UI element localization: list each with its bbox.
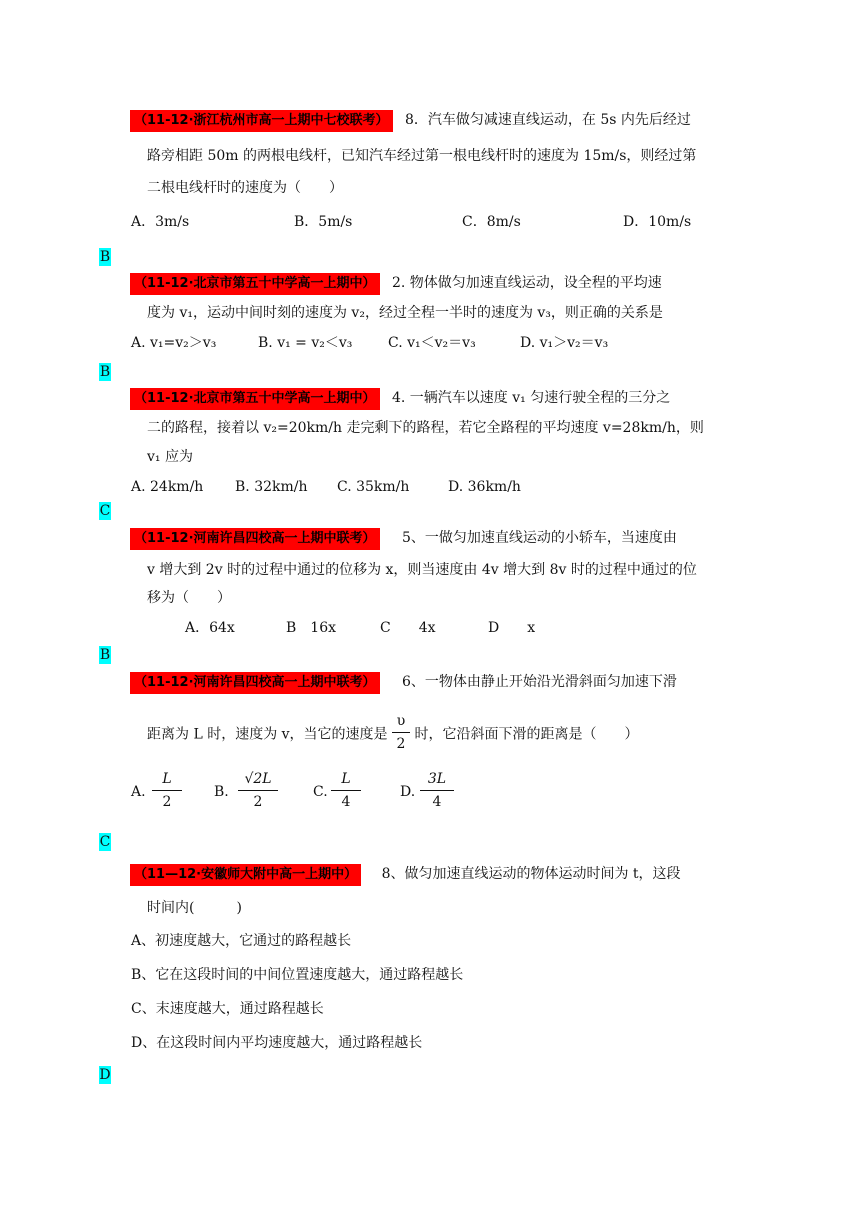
question-4-option-a: A．64x	[185, 620, 235, 636]
question-1-option-d: D．10m/s	[623, 214, 692, 230]
question-5-option-d-fraction: 3L 4	[420, 770, 454, 811]
question-1-option-c: C．8m/s	[462, 214, 521, 230]
question-2-header	[130, 273, 662, 295]
question-3-line-2: 二的路程，接着以 v₂=20km/h 走完剩下的路程，若它全路程的平均速度 v=28km/h，则	[147, 420, 704, 436]
question-5-answer: C	[99, 834, 111, 850]
question-5-option-a-label: A.	[131, 784, 146, 800]
question-3-option-d: D. 36km/h	[448, 479, 521, 495]
question-4-line-3: 移为（ ）	[147, 590, 231, 606]
question-5-option-d-label: D.	[400, 784, 416, 800]
question-6-source-tag: （11—12·安徽师大附中高一上期中）	[130, 864, 361, 886]
question-5-option-c-fraction: L 4	[331, 770, 361, 811]
question-6-option-d: D、在这段时间内平均速度越大，通过路程越长	[131, 1035, 423, 1051]
question-3-option-b: B. 32km/h	[235, 479, 308, 495]
question-4-source-tag: （11-12·河南许昌四校高一上期中联考）	[130, 528, 380, 550]
question-2-line-2: 度为 v₁，运动中间时刻的速度为 v₂，经过全程一半时的速度为 v₃，则正确的关系是	[147, 305, 663, 321]
question-1-option-b: B．5m/s	[294, 214, 353, 230]
question-6-option-c: C、末速度越大，通过路程越长	[131, 1001, 324, 1017]
question-4-line-2: v 增大到 2v 时的过程中通过的位移为 x，则当速度由 4v 增大到 8v 时的过程中通过的位	[147, 562, 697, 578]
question-2-option-a: A. v₁=v₂＞v₃	[131, 335, 217, 351]
question-6-line-1: 8、做匀加速直线运动的物体运动时间为 t，这段	[381, 866, 681, 882]
question-5-line-2-text: 距离为 L 时，速度为 v，当它的速度是	[147, 726, 388, 743]
question-5-fraction-v-over-2: $\frac{\upsilon}{2}$	[392, 712, 410, 753]
question-6-line-2: 时间内( )	[147, 900, 242, 916]
question-4-answer: B	[99, 647, 111, 663]
question-4-line-1: 5、一做匀加速直线运动的小轿车，当速度由	[401, 530, 677, 546]
question-2-option-d: D. v₁＞v₂＝v₃	[520, 335, 609, 351]
question-2-line-1: 2. 物体做匀加速直线运动，设全程的平均速	[391, 275, 662, 291]
question-5-option-c-label: C.	[313, 784, 328, 800]
question-3-option-c: C. 35km/h	[337, 479, 410, 495]
question-4-option-d: D x	[488, 620, 536, 636]
question-1-header	[130, 110, 691, 132]
question-4-option-c: C 4x	[380, 620, 436, 636]
question-2-answer: B	[99, 364, 111, 380]
question-6-option-a: A、初速度越大，它通过的路程越长	[131, 933, 352, 949]
question-3-option-a: A. 24km/h	[131, 479, 204, 495]
question-1-answer: B	[99, 249, 111, 265]
question-6-option-b: B、它在这段时间的中间位置速度越大，通过路程越长	[131, 967, 464, 983]
question-5-source-tag: （11-12·河南许昌四校高一上期中联考）	[130, 672, 380, 694]
question-5-line-1: 6、一物体由静止开始沿光滑斜面匀加速下滑	[401, 674, 677, 690]
question-3-answer: C	[99, 503, 111, 519]
question-6-answer: D	[99, 1067, 111, 1083]
question-4-option-b: B 16x	[286, 620, 336, 636]
question-3-line-3: v₁ 应为	[147, 449, 193, 465]
question-1-option-a: A．3m/s	[131, 214, 190, 230]
question-5-line-2	[147, 714, 638, 755]
question-5-line-2-rest: 时，它沿斜面下滑的距离是（ ）	[414, 726, 639, 743]
question-2-option-b: B. v₁ = v₂＜v₃	[258, 335, 353, 351]
question-1-line-3: 二根电线杆时的速度为（ ）	[147, 180, 343, 196]
question-3-source-tag: （11-12·北京市第五十中学高一上期中）	[130, 388, 380, 410]
question-1-source-tag: （11-12·浙江杭州市高一上期中七校联考）	[130, 110, 393, 132]
question-1-line-1: 8．汽车做匀减速直线运动，在 5s 内先后经过	[404, 112, 691, 128]
question-2-source-tag: （11-12·北京市第五十中学高一上期中）	[130, 273, 380, 295]
question-5-option-b-fraction: √2L 2	[238, 770, 278, 811]
question-5-option-b-label: B.	[214, 784, 229, 800]
question-2-option-c: C. v₁＜v₂＝v₃	[388, 335, 476, 351]
question-3-header	[130, 388, 670, 410]
question-5-option-a-fraction: L 2	[152, 770, 182, 811]
question-4-header	[130, 528, 677, 550]
question-5-header	[130, 672, 677, 694]
question-3-line-1: 4. 一辆汽车以速度 v₁ 匀速行驶全程的三分之	[391, 390, 671, 406]
question-1-line-2: 路旁相距 50m 的两根电线杆，已知汽车经过第一根电线杆时的速度为 15m/s，则经过第	[147, 148, 697, 164]
question-6-header	[130, 864, 681, 886]
